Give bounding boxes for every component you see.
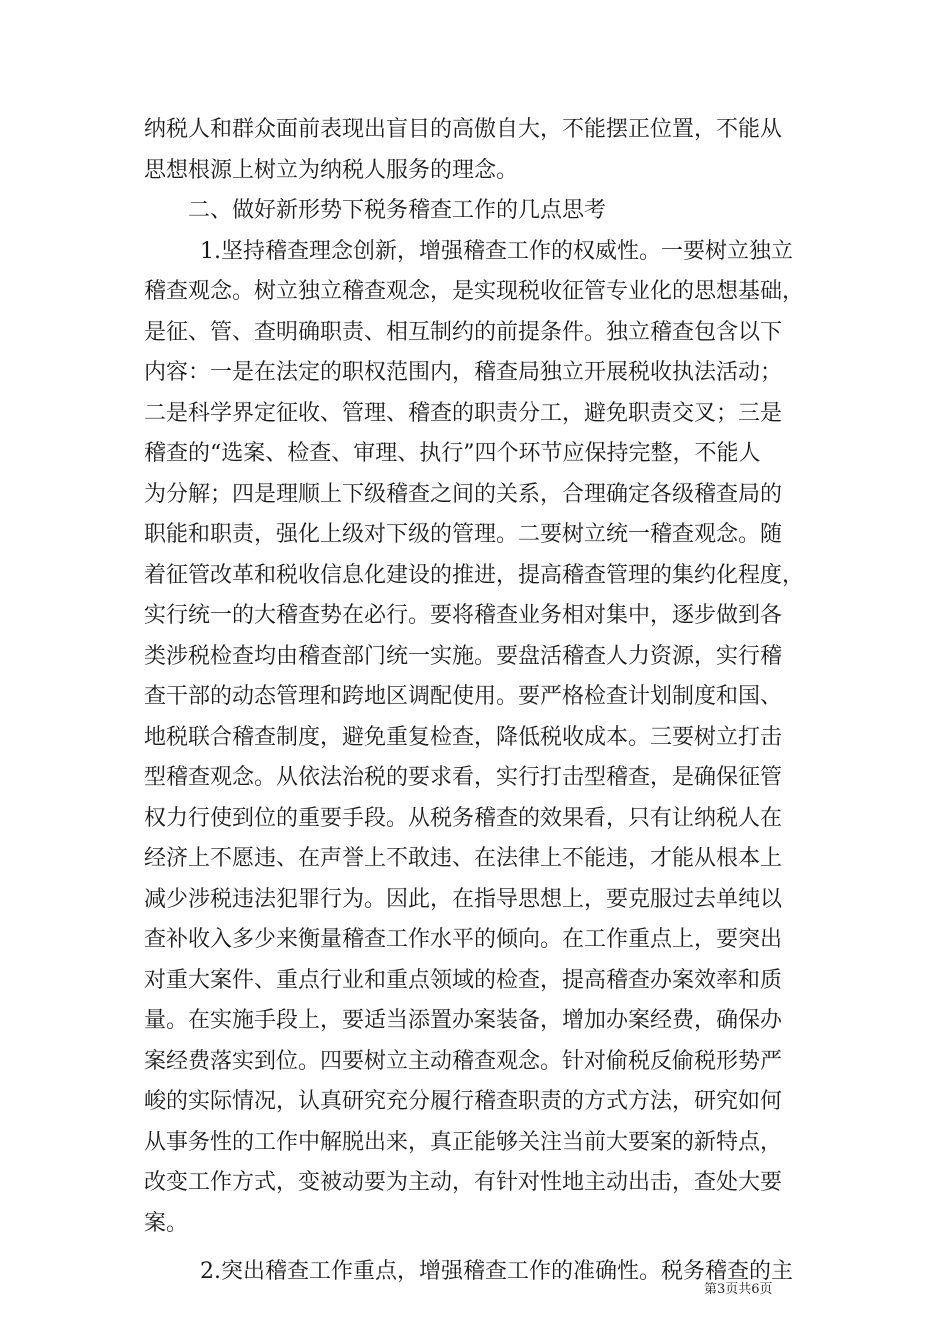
text-line: 型稽查观念。从依法治税的要求看，实行打击型稽查，是确保征管 xyxy=(144,765,783,790)
text-line: 内容：一是在法定的职权范围内，稽查局独立开展税收执法活动； xyxy=(144,360,783,385)
text-line: 职能和职责，强化上级对下级的管理。二要树立统一稽查观念。随 xyxy=(144,522,783,547)
text-line: 经济上不愿违、在声誉上不敢违、在法律上不能违，才能从根本上 xyxy=(144,846,783,871)
text-line: 稽查的“选案、检查、审理、执行”四个环节应保持完整，不能人 xyxy=(144,441,761,466)
text-line: 权力行使到位的重要手段。从税务稽查的效果看，只有让纳税人在 xyxy=(144,805,783,831)
text-line: 峻的实际情况，认真研究充分履行稽查职责的方式方法，研究如何 xyxy=(144,1089,783,1114)
text-line: 量。在实施手段上，要适当添置办案装备，增加办案经费，确保办 xyxy=(144,1008,783,1033)
text-line: 着征管改革和税收信息化建设的推进，提高稽查管理的集约化程度， xyxy=(144,562,805,588)
section-heading: 二、做好新形势下税务稽查工作的几点思考 xyxy=(188,198,607,223)
paragraph-start: 1.坚持稽查理念创新，增强稽查工作的权威性。一要树立独立 xyxy=(200,238,793,264)
page-number: 第3页共6页 xyxy=(704,1282,773,1297)
text-line: 对重大案件、重点行业和重点领域的检查，提高稽查办案效率和质 xyxy=(144,967,783,993)
text-line: 案经费落实到位。四要树立主动稽查观念。针对偷税反偷税形势严 xyxy=(144,1048,783,1074)
text-line: 是征、管、查明确职责、相互制约的前提条件。独立稽查包含以下 xyxy=(144,319,783,345)
text-line: 减少涉税违法犯罪行为。因此，在指导思想上，要克服过去单纯以 xyxy=(144,886,783,912)
text-line: 为分解；四是理顺上下级稽查之间的关系，合理确定各级稽查局的 xyxy=(144,481,783,507)
text-line: 思想根源上树立为纳税人服务的理念。 xyxy=(144,157,519,183)
text-line: 查干部的动态管理和跨地区调配使用。要严格检查计划制度和国、 xyxy=(144,684,783,709)
text-line: 案。 xyxy=(144,1210,189,1236)
text-line: 稽查观念。树立独立稽查观念，是实现税收征管专业化的思想基础， xyxy=(144,279,805,304)
text-line: 改变工作方式，变被动要为主动，有针对性地主动出击，查处大要 xyxy=(144,1170,783,1195)
text-line: 实行统一的大稽查势在必行。要将稽查业务相对集中，逐步做到各 xyxy=(144,603,783,628)
text-line: 查补收入多少来衡量稽查工作水平的倾向。在工作重点上，要突出 xyxy=(144,927,783,952)
text-line: 地税联合稽查制度，避免重复检查，降低税收成本。三要树立打击 xyxy=(144,724,783,750)
text-line: 从事务性的工作中解脱出来，真正能够关注当前大要案的新特点， xyxy=(144,1129,783,1155)
text-line: 类涉税检查均由稽查部门统一实施。要盘活稽查人力资源，实行稽 xyxy=(144,643,783,669)
text-line: 纳税人和群众面前表现出盲目的高傲自大，不能摆正位置，不能从 xyxy=(144,117,783,142)
text-line: 二是科学界定征收、管理、稽查的职责分工，避免职责交叉；三是 xyxy=(144,400,783,426)
paragraph-start: 2.突出稽查工作重点，增强稽查工作的准确性。税务稽查的主 xyxy=(200,1259,793,1284)
